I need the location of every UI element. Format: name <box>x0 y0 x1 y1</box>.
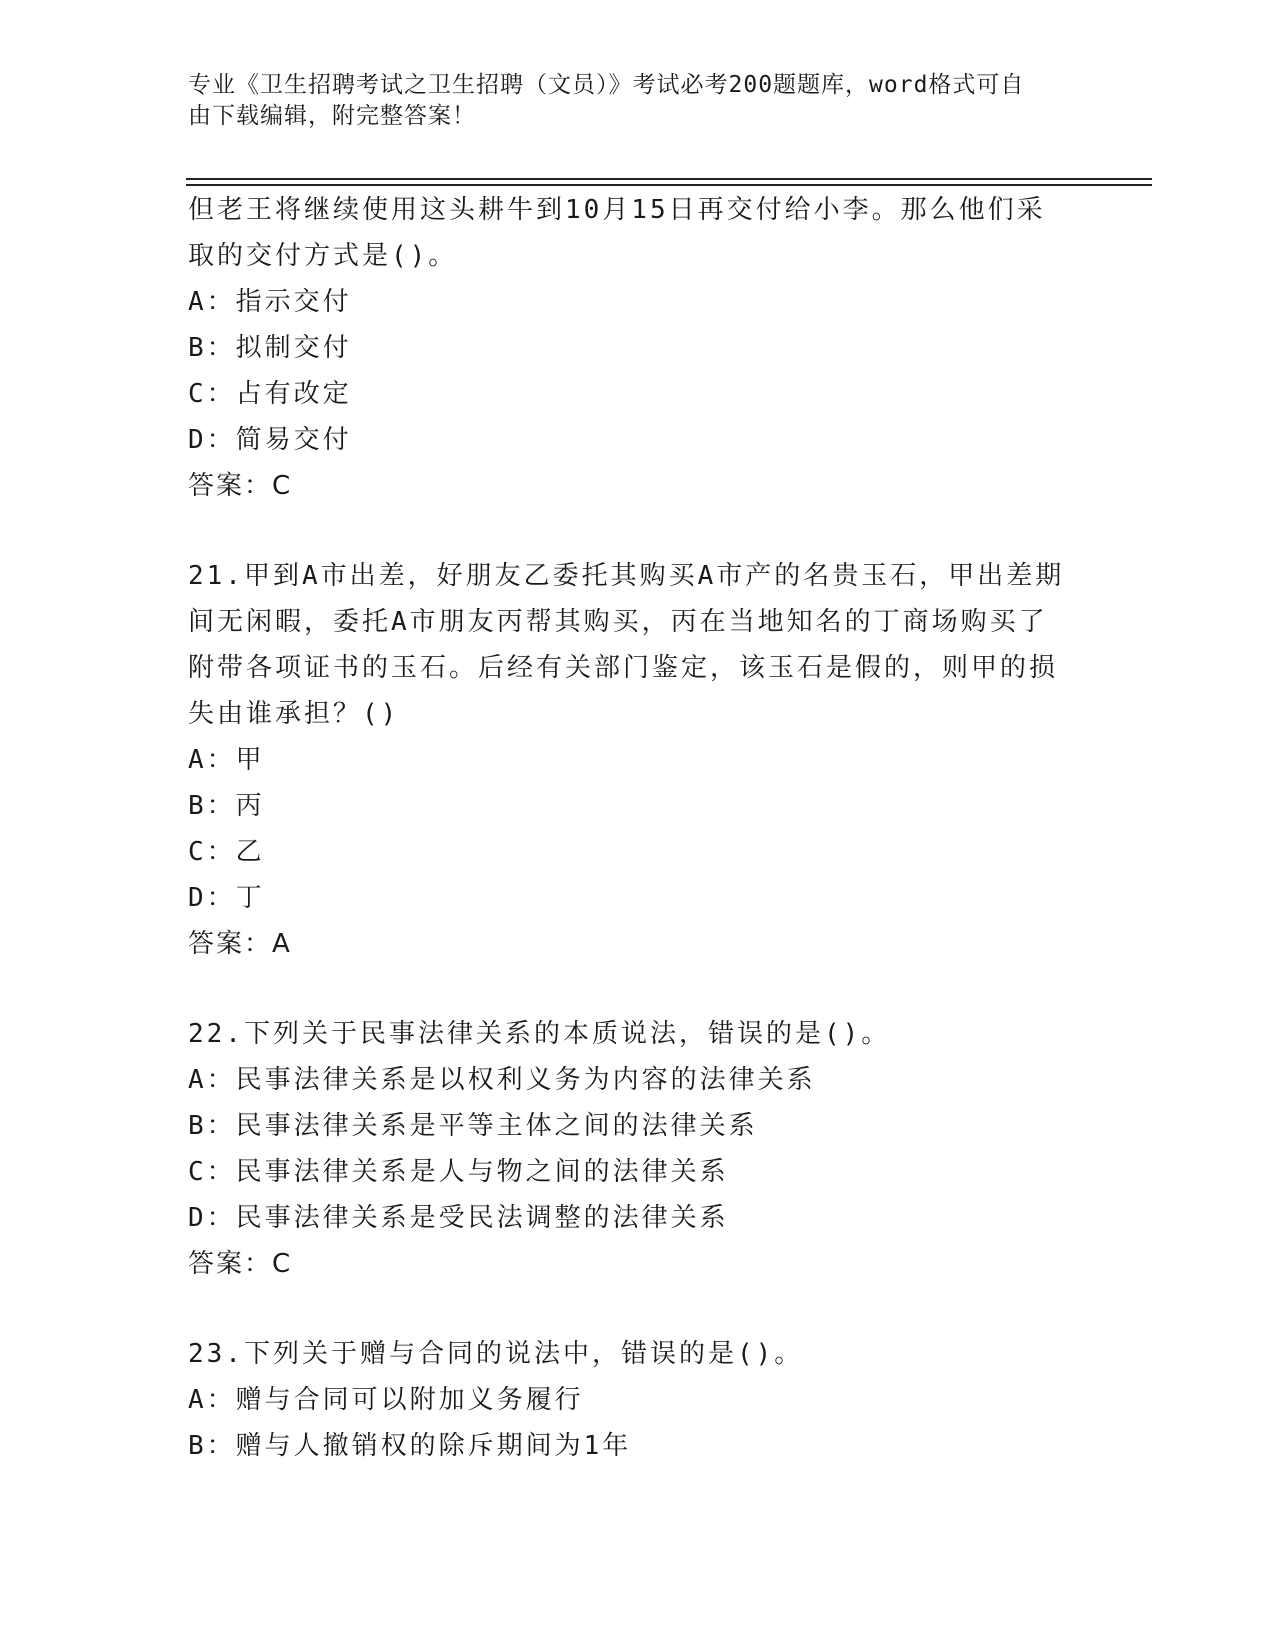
question-22 <box>188 1011 1088 1287</box>
question-21 <box>188 553 1088 967</box>
option-b: B：民事法律关系是平等主体之间的法律关系 <box>188 1111 758 1141</box>
header-divider-bottom <box>186 184 1152 186</box>
spacer <box>188 1287 1088 1331</box>
spacer <box>188 509 1088 553</box>
question-list <box>188 187 1088 1469</box>
question-stem-line: 但老王将继续使用这头耕牛到10月15日再交付给小李。那么他们采 <box>188 195 1046 225</box>
answer: 答案：C <box>188 471 293 501</box>
option-c: C：占有改定 <box>188 379 352 409</box>
question-stem-line: 失由谁承担？() <box>188 699 400 729</box>
answer: 答案：C <box>188 1249 293 1279</box>
header-line-2: 由下载编辑，附完整答案！ <box>188 103 476 129</box>
option-d: D：简易交付 <box>188 425 352 455</box>
option-b: B：丙 <box>188 791 265 821</box>
answer: 答案：A <box>188 929 292 959</box>
question-stem-line: 21.甲到A市出差，好朋友乙委托其购买A市产的名贵玉石，甲出差期 <box>188 561 1065 591</box>
question-stem-line: 23.下列关于赠与合同的说法中，错误的是()。 <box>188 1339 804 1369</box>
document-header <box>188 70 1068 132</box>
option-a: A：指示交付 <box>188 287 352 317</box>
question-23 <box>188 1331 1088 1469</box>
option-d: D：丁 <box>188 883 265 913</box>
question-stem-line: 22.下列关于民事法律关系的本质说法，错误的是()。 <box>188 1019 891 1049</box>
option-a: A：民事法律关系是以权利义务为内容的法律关系 <box>188 1065 816 1095</box>
spacer <box>188 967 1088 1011</box>
option-b: B：赠与人撤销权的除斥期间为1年 <box>188 1431 632 1461</box>
option-b: B：拟制交付 <box>188 333 352 363</box>
option-a: A：甲 <box>188 745 265 775</box>
option-d: D：民事法律关系是受民法调整的法律关系 <box>188 1203 729 1233</box>
option-a: A：赠与合同可以附加义务履行 <box>188 1385 584 1415</box>
option-c: C：乙 <box>188 837 265 867</box>
question-stem-line: 间无闲暇，委托A市朋友丙帮其购买，丙在当地知名的丁商场购买了 <box>188 607 1048 637</box>
question-stem-line: 取的交付方式是()。 <box>188 241 458 271</box>
header-divider-top <box>186 178 1152 180</box>
question-20 <box>188 187 1088 509</box>
option-c: C：民事法律关系是人与物之间的法律关系 <box>188 1157 729 1187</box>
question-stem-line: 附带各项证书的玉石。后经有关部门鉴定，该玉石是假的，则甲的损 <box>188 653 1059 683</box>
header-line-1: 专业《卫生招聘考试之卫生招聘（文员）》考试必考200题题库，word格式可自 <box>188 72 1025 98</box>
